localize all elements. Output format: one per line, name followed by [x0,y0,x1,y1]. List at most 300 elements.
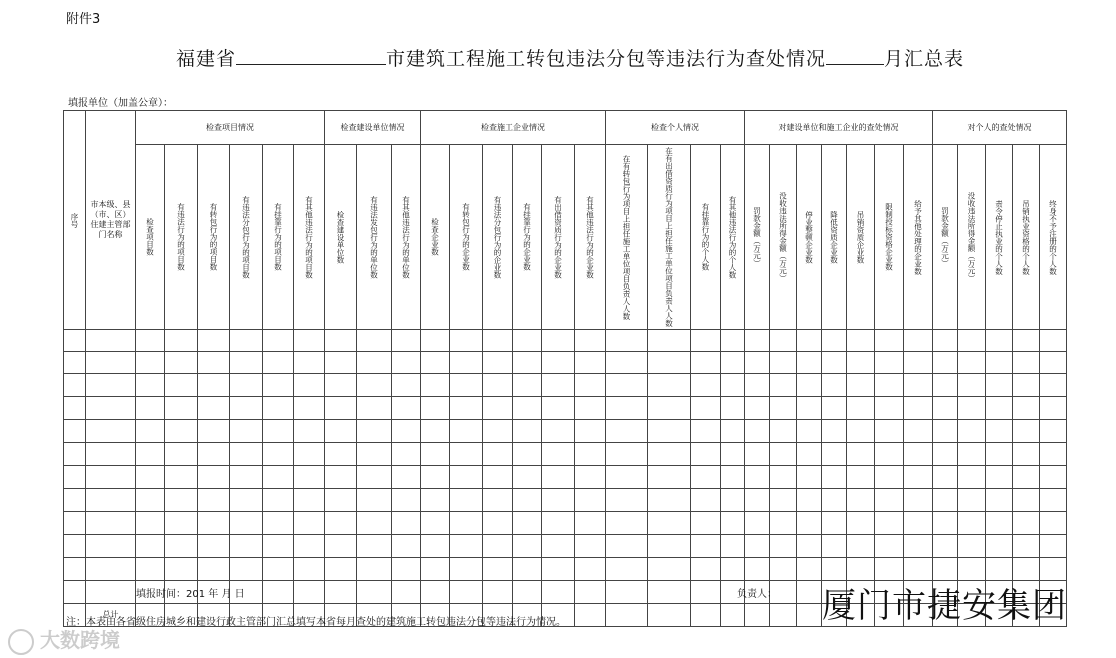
table-cell[interactable] [847,512,875,535]
table-cell[interactable] [691,581,721,604]
table-cell[interactable] [904,466,933,489]
table-cell[interactable] [797,443,822,466]
table-cell[interactable] [198,512,230,535]
table-cell[interactable] [392,330,421,352]
table-cell[interactable] [745,489,770,512]
table-cell[interactable] [64,535,86,558]
table-cell[interactable] [1040,352,1067,374]
table-cell[interactable] [958,489,986,512]
table-cell[interactable] [357,443,392,466]
table-cell[interactable] [450,443,483,466]
table-cell[interactable] [822,466,847,489]
table-cell[interactable] [86,352,136,374]
table-cell[interactable] [847,535,875,558]
table-cell[interactable] [875,466,904,489]
table-cell[interactable] [294,512,325,535]
table-cell[interactable] [1013,420,1040,443]
table-cell[interactable] [691,420,721,443]
table-cell[interactable] [542,512,575,535]
table-cell[interactable] [86,489,136,512]
table-cell[interactable] [483,558,513,581]
table-cell[interactable] [933,330,958,352]
table-cell[interactable] [745,374,770,397]
table-cell[interactable] [357,512,392,535]
table-cell[interactable] [904,420,933,443]
table-cell[interactable] [575,397,606,420]
table-cell[interactable] [325,535,357,558]
table-cell[interactable] [958,443,986,466]
table-cell[interactable] [770,397,797,420]
table-cell[interactable] [958,420,986,443]
table-cell[interactable] [648,330,691,352]
table-cell[interactable] [797,558,822,581]
table-cell[interactable] [64,420,86,443]
table-cell[interactable] [691,466,721,489]
table-cell[interactable] [483,466,513,489]
table-cell[interactable] [606,535,648,558]
table-cell[interactable] [450,374,483,397]
table-cell[interactable] [648,535,691,558]
table-cell[interactable] [294,581,325,604]
table-cell[interactable] [450,558,483,581]
table-cell[interactable] [325,581,357,604]
table-cell[interactable] [64,512,86,535]
table-cell[interactable] [230,374,263,397]
table-cell[interactable] [691,330,721,352]
table-cell[interactable] [822,512,847,535]
table-cell[interactable] [575,352,606,374]
table-cell[interactable] [933,397,958,420]
table-cell[interactable] [958,535,986,558]
table-cell[interactable] [575,604,606,627]
table-cell[interactable] [933,466,958,489]
table-cell[interactable] [64,374,86,397]
table-cell[interactable] [847,466,875,489]
table-cell[interactable] [822,330,847,352]
table-cell[interactable] [691,558,721,581]
table-cell[interactable] [86,581,136,604]
table-cell[interactable] [86,420,136,443]
table-cell[interactable] [392,443,421,466]
table-cell[interactable] [986,512,1013,535]
table-cell[interactable] [606,512,648,535]
table-cell[interactable] [357,352,392,374]
table-cell[interactable] [513,420,542,443]
table-cell[interactable] [513,535,542,558]
table-cell[interactable] [542,420,575,443]
table-cell[interactable] [513,374,542,397]
table-cell[interactable] [230,352,263,374]
table-cell[interactable] [86,330,136,352]
table-cell[interactable] [606,558,648,581]
table-cell[interactable] [165,443,198,466]
table-cell[interactable] [606,443,648,466]
table-cell[interactable] [1013,466,1040,489]
table-cell[interactable] [165,397,198,420]
table-cell[interactable] [745,512,770,535]
table-cell[interactable] [421,489,450,512]
table-cell[interactable] [421,374,450,397]
table-cell[interactable] [875,512,904,535]
table-cell[interactable] [294,489,325,512]
table-cell[interactable] [165,489,198,512]
table-cell[interactable] [136,374,165,397]
table-cell[interactable] [136,330,165,352]
table-cell[interactable] [606,489,648,512]
table-cell[interactable] [263,581,294,604]
table-cell[interactable] [1013,397,1040,420]
table-cell[interactable] [325,420,357,443]
table-cell[interactable] [721,466,745,489]
table-cell[interactable] [421,330,450,352]
table-cell[interactable] [691,397,721,420]
table-cell[interactable] [263,374,294,397]
table-cell[interactable] [294,443,325,466]
table-cell[interactable] [797,397,822,420]
table-cell[interactable] [797,352,822,374]
table-cell[interactable] [392,466,421,489]
table-cell[interactable] [606,352,648,374]
table-cell[interactable] [986,397,1013,420]
table-cell[interactable] [575,581,606,604]
table-cell[interactable] [822,352,847,374]
table-cell[interactable] [721,374,745,397]
table-cell[interactable] [986,352,1013,374]
table-cell[interactable] [575,558,606,581]
table-cell[interactable] [542,581,575,604]
table-cell[interactable] [86,558,136,581]
table-cell[interactable] [797,581,822,604]
table-cell[interactable] [745,352,770,374]
table-cell[interactable] [198,352,230,374]
table-cell[interactable] [691,604,721,627]
table-cell[interactable] [263,535,294,558]
table-cell[interactable] [325,397,357,420]
table-cell[interactable] [86,374,136,397]
table-cell[interactable] [721,420,745,443]
table-cell[interactable] [198,558,230,581]
table-cell[interactable] [1040,512,1067,535]
table-cell[interactable] [230,558,263,581]
table-cell[interactable] [958,397,986,420]
table-cell[interactable] [958,352,986,374]
table-cell[interactable] [904,374,933,397]
table-cell[interactable] [513,558,542,581]
table-cell[interactable] [421,512,450,535]
table-cell[interactable] [294,374,325,397]
table-cell[interactable] [86,466,136,489]
table-cell[interactable] [1040,420,1067,443]
table-cell[interactable] [745,330,770,352]
table-cell[interactable] [1040,374,1067,397]
table-cell[interactable] [1013,443,1040,466]
table-cell[interactable] [421,443,450,466]
table-cell[interactable] [958,466,986,489]
table-cell[interactable] [64,397,86,420]
table-cell[interactable] [875,535,904,558]
table-cell[interactable] [691,374,721,397]
table-cell[interactable] [822,443,847,466]
table-cell[interactable] [230,466,263,489]
table-cell[interactable] [263,443,294,466]
table-cell[interactable] [136,535,165,558]
table-cell[interactable] [136,397,165,420]
table-cell[interactable] [450,489,483,512]
table-cell[interactable] [263,397,294,420]
table-cell[interactable] [230,397,263,420]
table-cell[interactable] [822,535,847,558]
table-cell[interactable] [575,443,606,466]
table-cell[interactable] [198,443,230,466]
table-cell[interactable] [847,420,875,443]
table-cell[interactable] [513,466,542,489]
table-cell[interactable] [136,466,165,489]
table-cell[interactable] [986,466,1013,489]
table-cell[interactable] [691,352,721,374]
table-cell[interactable] [483,352,513,374]
table-cell[interactable] [847,397,875,420]
table-cell[interactable] [64,581,86,604]
table-cell[interactable] [165,535,198,558]
table-cell[interactable] [136,420,165,443]
table-cell[interactable] [904,330,933,352]
table-cell[interactable] [263,330,294,352]
table-cell[interactable] [606,374,648,397]
table-cell[interactable] [230,443,263,466]
table-cell[interactable] [357,581,392,604]
table-cell[interactable] [325,466,357,489]
table-cell[interactable] [648,512,691,535]
table-cell[interactable] [958,374,986,397]
table-cell[interactable] [165,558,198,581]
table-cell[interactable] [294,535,325,558]
table-cell[interactable] [1013,489,1040,512]
table-cell[interactable] [392,397,421,420]
table-cell[interactable] [64,558,86,581]
table-cell[interactable] [986,374,1013,397]
table-cell[interactable] [904,535,933,558]
table-cell[interactable] [606,330,648,352]
table-cell[interactable] [483,374,513,397]
table-cell[interactable] [904,443,933,466]
table-cell[interactable] [483,581,513,604]
table-cell[interactable] [575,535,606,558]
table-cell[interactable] [230,420,263,443]
table-cell[interactable] [797,489,822,512]
table-cell[interactable] [1040,397,1067,420]
table-cell[interactable] [875,443,904,466]
table-cell[interactable] [1013,535,1040,558]
table-cell[interactable] [513,443,542,466]
table-cell[interactable] [165,420,198,443]
table-cell[interactable] [198,420,230,443]
table-cell[interactable] [86,443,136,466]
table-cell[interactable] [770,352,797,374]
table-cell[interactable] [513,352,542,374]
table-cell[interactable] [542,374,575,397]
table-cell[interactable] [86,535,136,558]
table-cell[interactable] [421,466,450,489]
table-cell[interactable] [721,604,745,627]
table-cell[interactable] [1013,374,1040,397]
table-cell[interactable] [648,466,691,489]
table-cell[interactable] [198,466,230,489]
table-cell[interactable] [513,512,542,535]
table-cell[interactable] [797,466,822,489]
table-cell[interactable] [721,397,745,420]
table-cell[interactable] [770,512,797,535]
table-cell[interactable] [294,330,325,352]
table-cell[interactable] [770,558,797,581]
table-cell[interactable] [1013,330,1040,352]
table-cell[interactable] [263,352,294,374]
table-cell[interactable] [230,535,263,558]
table-cell[interactable] [64,330,86,352]
table-cell[interactable] [294,420,325,443]
table-cell[interactable] [797,535,822,558]
table-cell[interactable] [875,330,904,352]
table-cell[interactable] [770,489,797,512]
table-cell[interactable] [483,512,513,535]
table-cell[interactable] [450,330,483,352]
table-cell[interactable] [165,466,198,489]
table-cell[interactable] [933,535,958,558]
table-cell[interactable] [875,352,904,374]
table-cell[interactable] [64,489,86,512]
table-cell[interactable] [797,420,822,443]
table-cell[interactable] [770,535,797,558]
table-cell[interactable] [933,512,958,535]
table-cell[interactable] [648,489,691,512]
table-cell[interactable] [986,330,1013,352]
table-cell[interactable] [933,489,958,512]
table-cell[interactable] [483,489,513,512]
table-cell[interactable] [822,489,847,512]
table-cell[interactable] [904,352,933,374]
table-cell[interactable] [392,558,421,581]
table-cell[interactable] [797,512,822,535]
table-cell[interactable] [392,489,421,512]
table-cell[interactable] [986,489,1013,512]
table-cell[interactable] [822,397,847,420]
table-cell[interactable] [542,352,575,374]
table-cell[interactable] [542,397,575,420]
table-cell[interactable] [847,489,875,512]
table-cell[interactable] [606,604,648,627]
table-cell[interactable] [904,489,933,512]
table-cell[interactable] [770,330,797,352]
table-cell[interactable] [263,512,294,535]
table-cell[interactable] [1040,330,1067,352]
table-cell[interactable] [721,558,745,581]
table-cell[interactable] [483,330,513,352]
table-cell[interactable] [392,420,421,443]
table-cell[interactable] [721,512,745,535]
table-cell[interactable] [230,489,263,512]
table-cell[interactable] [198,374,230,397]
table-cell[interactable] [263,489,294,512]
table-cell[interactable] [483,443,513,466]
table-cell[interactable] [1040,489,1067,512]
table-cell[interactable] [575,374,606,397]
table-cell[interactable] [875,489,904,512]
table-cell[interactable] [691,512,721,535]
table-cell[interactable] [450,420,483,443]
table-cell[interactable] [1040,535,1067,558]
table-cell[interactable] [648,443,691,466]
table-cell[interactable] [165,512,198,535]
table-cell[interactable] [648,397,691,420]
table-cell[interactable] [721,535,745,558]
table-cell[interactable] [542,466,575,489]
table-cell[interactable] [648,604,691,627]
table-cell[interactable] [450,466,483,489]
table-cell[interactable] [847,374,875,397]
table-cell[interactable] [136,489,165,512]
table-cell[interactable] [325,330,357,352]
table-cell[interactable] [357,466,392,489]
table-cell[interactable] [357,397,392,420]
table-cell[interactable] [450,352,483,374]
table-cell[interactable] [165,352,198,374]
table-cell[interactable] [513,330,542,352]
table-cell[interactable] [513,397,542,420]
table-cell[interactable] [294,397,325,420]
table-cell[interactable] [483,397,513,420]
table-cell[interactable] [421,535,450,558]
table-cell[interactable] [542,558,575,581]
table-cell[interactable] [958,512,986,535]
table-cell[interactable] [450,397,483,420]
table-cell[interactable] [691,535,721,558]
table-cell[interactable] [648,374,691,397]
table-cell[interactable] [1040,443,1067,466]
table-cell[interactable] [357,374,392,397]
table-cell[interactable] [357,489,392,512]
table-cell[interactable] [136,352,165,374]
table-cell[interactable] [86,512,136,535]
table-cell[interactable] [136,558,165,581]
table-cell[interactable] [421,397,450,420]
table-cell[interactable] [392,581,421,604]
table-cell[interactable] [847,443,875,466]
table-cell[interactable] [325,352,357,374]
table-cell[interactable] [421,558,450,581]
table-cell[interactable] [165,374,198,397]
table-cell[interactable] [797,330,822,352]
table-cell[interactable] [294,466,325,489]
table-cell[interactable] [263,420,294,443]
table-cell[interactable] [822,374,847,397]
table-cell[interactable] [847,330,875,352]
table-cell[interactable] [606,420,648,443]
table-cell[interactable] [770,443,797,466]
table-cell[interactable] [421,352,450,374]
table-cell[interactable] [325,489,357,512]
table-cell[interactable] [986,535,1013,558]
table-cell[interactable] [933,352,958,374]
table-cell[interactable] [64,443,86,466]
table-cell[interactable] [648,352,691,374]
table-cell[interactable] [513,489,542,512]
table-cell[interactable] [691,443,721,466]
table-cell[interactable] [797,374,822,397]
table-cell[interactable] [770,604,797,627]
table-cell[interactable] [483,420,513,443]
table-cell[interactable] [1013,352,1040,374]
table-cell[interactable] [904,512,933,535]
table-cell[interactable] [721,489,745,512]
